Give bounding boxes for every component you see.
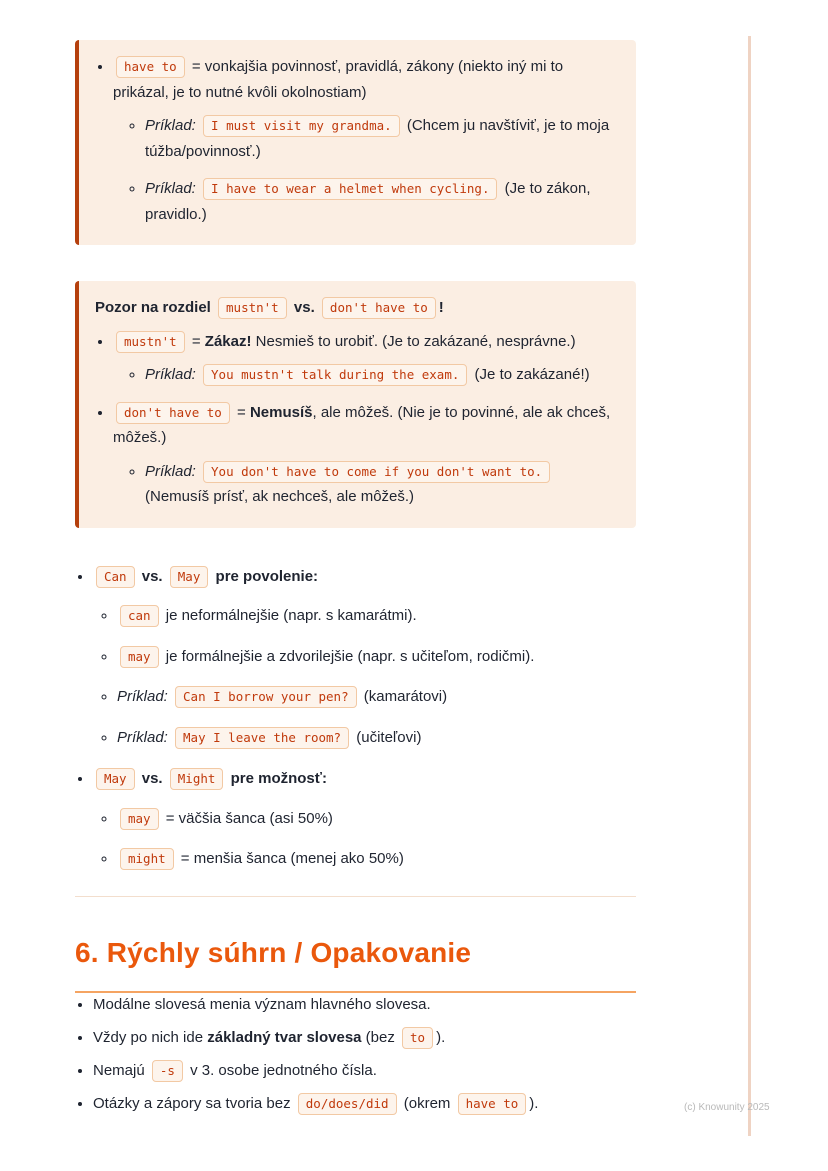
text-segment: (Nemusíš prísť, ak nechceš, ale môžeš.) (145, 488, 415, 505)
text-segment: Nesmieš to urobiť. (Je to zakázané, nesprávne.) (251, 332, 576, 350)
code-chip: -s (152, 1060, 183, 1082)
code-chip: You don't have to come if you don't want to. (203, 461, 550, 483)
code-chip: mustn't (218, 297, 287, 319)
text-segment: , ale môžeš. (Nie je to povinné, ale ak chceš, môžeš.) (113, 403, 611, 446)
example-sublist (113, 113, 616, 227)
code-chip: have to (116, 56, 185, 78)
example-label: Príklad: (117, 688, 168, 705)
code-chip: You mustn't talk during the exam. (203, 364, 467, 386)
text-segment: je neformálnejšie (napr. s kamarátmi). (161, 607, 417, 624)
text-segment: Nemajú (93, 1062, 149, 1080)
example-item (145, 459, 616, 510)
text-segment: = vonkajšia povinnosť, pravidlá, zákony (niekto iný mi to prikázal, je to nutné kvôli okolnostiam) (113, 58, 564, 101)
bold-text: Pozor na rozdiel (95, 299, 211, 316)
list-item-line (93, 564, 636, 590)
list-item-can-vs-may (93, 564, 636, 751)
sublist-item (117, 644, 636, 670)
text-segment: (okrem (399, 1095, 455, 1113)
list-item-line (93, 766, 636, 792)
watermark: (c) Knowunity 2025 (684, 1102, 770, 1113)
example-sublist (113, 459, 616, 510)
example-sublist (113, 362, 616, 388)
summary-item (93, 1026, 636, 1050)
example-label: Príklad: (145, 366, 196, 383)
bold-text: Zákaz! (204, 332, 252, 350)
summary-item (93, 993, 636, 1017)
text-segment: v 3. osobe jednotného čísla. (185, 1062, 377, 1080)
summary-list (75, 993, 636, 1116)
code-chip: to (402, 1027, 433, 1049)
summary-item (93, 1059, 636, 1083)
code-chip: May I leave the room? (175, 727, 349, 749)
code-chip: may (120, 646, 159, 668)
list-item-dont-have-to (113, 400, 616, 510)
text-segment: ). (529, 1095, 539, 1113)
example-item (145, 113, 616, 164)
code-chip: have to (458, 1093, 527, 1115)
example-label: Príklad: (145, 117, 196, 134)
list-item-line (113, 400, 616, 451)
sublist (93, 806, 636, 872)
code-chip: do/does/did (298, 1093, 397, 1115)
text-segment: (Je to zákon, pravidlo.) (145, 180, 591, 223)
text-segment: = väčšia šanca (asi 50%) (161, 809, 333, 827)
list-item-line (113, 54, 616, 105)
code-chip: may (120, 808, 159, 830)
code-chip: don't have to (322, 297, 436, 319)
code-chip: Might (170, 768, 224, 790)
text-segment: (bez (361, 1029, 400, 1047)
callout-have-to (75, 40, 636, 245)
bold-text: vs. (141, 770, 163, 787)
callout-title (95, 295, 616, 321)
bold-text: pre povolenie: (215, 567, 319, 585)
list-item-have-to (113, 54, 616, 227)
example-item (117, 725, 636, 751)
bold-text: pre možnosť: (230, 770, 327, 787)
text-segment: (Je to zakázané!) (470, 366, 590, 383)
callout-pozor-na-rozdiel (75, 281, 636, 528)
text-segment: (kamarátovi) (359, 688, 448, 705)
text-segment: Modálne slovesá menia význam hlavného slovesa. (93, 996, 431, 1014)
text-segment: Otázky a zápory sa tvoria bez (93, 1095, 295, 1113)
text-segment: (Chcem ju navštíviť, je to moja túžba/povinnosť.) (145, 117, 610, 160)
example-label: Príklad: (145, 462, 196, 480)
sublist-item (117, 846, 636, 872)
code-chip: don't have to (116, 402, 230, 424)
bold-text: Nemusíš (249, 403, 313, 421)
example-item (145, 362, 616, 388)
code-chip: Can (96, 566, 135, 588)
section-divider (75, 896, 636, 897)
text-segment: = (187, 332, 205, 350)
text-segment: = menšia šanca (menej ako 50%) (176, 850, 404, 867)
summary-item (93, 1092, 636, 1116)
callout-list (95, 54, 616, 227)
bold-text: vs. (141, 567, 163, 585)
example-label: Príklad: (117, 728, 168, 746)
sublist-item (117, 603, 636, 629)
text-segment: Vždy po nich ide (93, 1029, 208, 1047)
list-item-mustnt (113, 329, 616, 388)
code-chip: I have to wear a helmet when cycling. (203, 178, 497, 200)
bold-text: základný tvar slovesa (207, 1029, 362, 1047)
page-edge-line (748, 36, 751, 1136)
bold-text: ! (438, 299, 444, 316)
text-segment: (učiteľovi) (352, 728, 422, 746)
code-chip: May (170, 566, 209, 588)
code-chip: can (120, 605, 159, 627)
code-chip: May (96, 768, 135, 790)
sublist-item (117, 806, 636, 832)
sublist (93, 603, 636, 750)
code-chip: I must visit my grandma. (203, 115, 400, 137)
content-column (75, 0, 636, 1125)
example-label: Príklad: (145, 180, 196, 197)
text-segment: ). (436, 1029, 446, 1047)
section-heading: 6. Rýchly súhrn / Opakovanie (75, 929, 636, 994)
example-item (145, 176, 616, 227)
callout-list (95, 329, 616, 510)
code-chip: Can I borrow your pen? (175, 686, 357, 708)
code-chip: might (120, 848, 174, 870)
list-item-may-vs-might (93, 766, 636, 872)
example-item (117, 684, 636, 710)
bold-text: vs. (293, 299, 315, 316)
list-item-line (113, 329, 616, 355)
text-segment: = (232, 403, 250, 421)
text-segment: je formálnejšie a zdvorilejšie (napr. s učiteľom, rodičmi). (161, 647, 535, 665)
code-chip: mustn't (116, 331, 185, 353)
modal-verbs-list (75, 564, 636, 872)
